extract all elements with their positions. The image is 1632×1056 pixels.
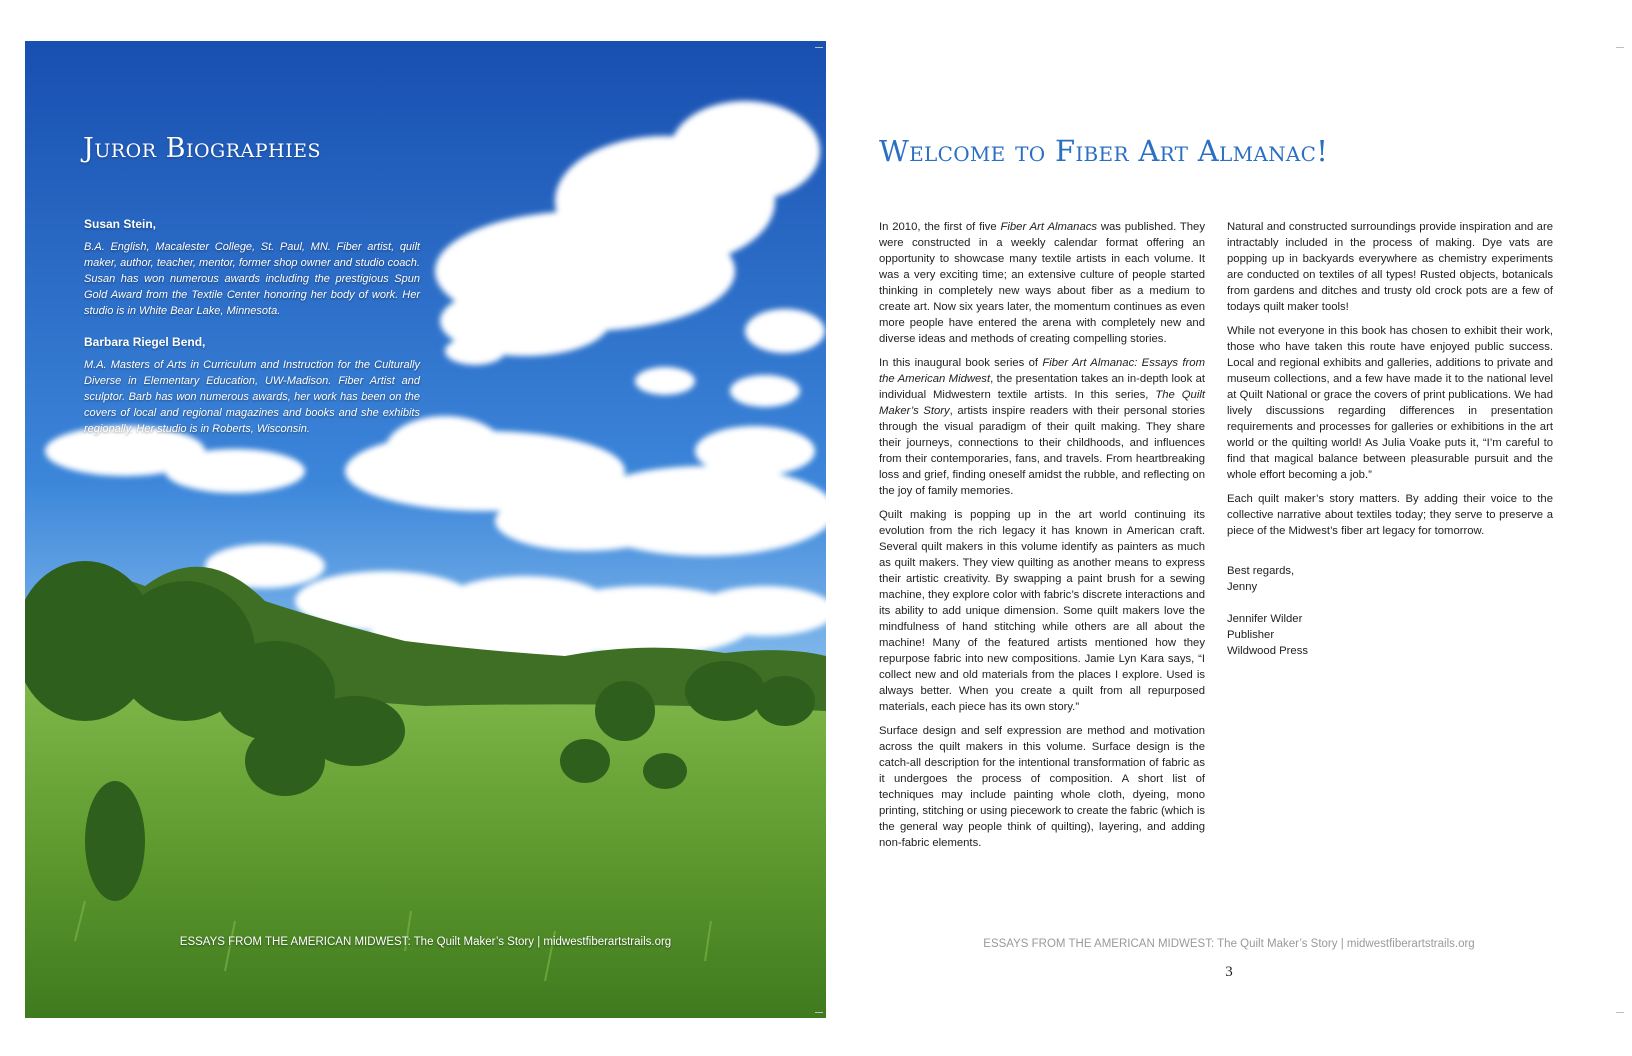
- juror-bio: B.A. English, Macalester College, St. Paul, MN. Fiber artist, quilt maker, author, teacher, mentor, former shop owner and studio coach. Susan has won numerous awards including the prestigious Spun Gold Award from the Textile Center honoring her body of work. Her studio is in White Bear Lake, Minnesota.: [84, 241, 420, 317]
- juror-bio: M.A. Masters of Arts in Curriculum and Instruction for the Culturally Diverse in Elementary Education, UW-Madison. Fiber Artist and sculptor. Barb has won numerous awards, her work has been on the covers of local and regional magazines and books and she exhibits regionally. Her studio is in Roberts, Wisconsin.: [84, 359, 420, 435]
- juror-name: Susan Stein,: [84, 217, 157, 231]
- paragraph: Surface design and self expression are method and motivation across the quilt makers in this volume. Surface design is the catch-all description for the intentional transformation of fabric as it undergoes the process of composition. A short list of techniques may include painting whole cloth, dyeing, mono printing, stitching or using piecework to create the fabric (which is the general way people think of quilting), layering, and adding non-fabric elements.: [879, 725, 1205, 849]
- closing: Best regards,: [1227, 565, 1295, 577]
- sky-meadow-photo: [25, 41, 826, 1018]
- paragraph: In this inaugural book series of Fiber Art Almanac: Essays from the American Midwest, the presentation takes an in-depth look at individual Midwestern textile artists. In this series, The Quilt Maker’s Story, artists inspire readers with their personal stories through the visual paradigm of their quilt making. They share their journeys, connections to their childhoods, and influences from their contemporaries, fans, and travels. From heartbreaking loss and grief, finding oneself amidst the rubble, and reflecting on the joy of family memories.: [879, 357, 1205, 497]
- page-number: 3: [1225, 964, 1233, 980]
- signer-name: Jennifer Wilder: [1227, 613, 1303, 625]
- right-footer: ESSAYS FROM THE AMERICAN MIDWEST: The Quilt Maker’s Story | midwestfiberartstrails.org: [983, 938, 1475, 950]
- page-title-left: Juror Biographies: [83, 133, 321, 164]
- crop-mark: [1616, 1012, 1624, 1013]
- juror-list: [84, 217, 420, 453]
- text-column-left: [879, 219, 1205, 859]
- paragraph: Each quilt maker’s story matters. By adding their voice to the collective narrative about textiles today; they serve to preserve a piece of the Midwest’s fiber art legacy for tomorrow.: [1227, 493, 1553, 537]
- signature-block: [1227, 563, 1553, 659]
- left-page: [25, 41, 826, 1018]
- signoff: Jenny: [1227, 581, 1258, 593]
- crop-mark: [815, 47, 823, 48]
- paragraph: While not everyone in this book has chosen to exhibit their work, those who have taken this route have enjoyed public success. Local and regional exhibits and galleries, additions to private and museum collections, and a few have made it to the national level at Quilt National or grace the covers of print publications. We had lively discussions regarding differences in presentation requirements and processes for galleries or exhibitions in the art world or the quilting world! As Julia Voake puts it, “I’m careful to find that magical balance between pleasurable pursuit and the whole effort becoming a job.”: [1227, 325, 1553, 481]
- paragraph: In 2010, the first of five Fiber Art Almanacs was published. They were constructed in a weekly calendar format offering an opportunity to showcase many textile artists in each volume. It was a very exciting time; an extensive culture of people started thinking in completely new ways about fiber as a medium to create art. Now six years later, the momentum continues as even more people have entered the arena with completely new and diverse ideas and methods of creating compelling stories.: [879, 221, 1205, 345]
- signer-org: Wildwood Press: [1227, 645, 1308, 657]
- crop-mark: [1616, 47, 1624, 48]
- crop-mark: [815, 1012, 823, 1013]
- page-title-right: Welcome to Fiber Art Almanac!: [879, 134, 1329, 168]
- left-footer: ESSAYS FROM THE AMERICAN MIDWEST: The Quilt Maker’s Story | midwestfiberartstrails.org: [179, 936, 672, 948]
- paragraph: Natural and constructed surroundings provide inspiration and are intractably included in the process of making. Dye vats are popping up in backyards everywhere as chemistry experiments are conducted on textiles of all types! Rusted objects, botanicals from gardens and ditches and trusty old crock pots are a few of todays quilt maker tools!: [1227, 221, 1553, 313]
- juror-name: Barbara Riegel Bend,: [84, 335, 206, 349]
- paragraph: Quilt making is popping up in the art world continuing its evolution from the rich legacy it has known in American craft. Several quilt makers in this volume identify as painters as much as quilt makers. They view quilting as another means to express their artistic creativity. By swapping a paint brush for a sewing machine, they explore color with fabric’s discrete interactions and its ability to add unique dimension. Some quilt makers love the mindfulness of hand stitching while others are all about the machine! Many of the featured artists mentioned how they repurpose fabric into new compositions. Jamie Lyn Kara says, “I collect new and old materials from the places I explore. Used is always better. When you create a quilt from all repurposed materials, each piece has its own story.”: [879, 509, 1205, 713]
- signer-role: Publisher: [1227, 629, 1275, 641]
- text-column-right: [1227, 219, 1553, 659]
